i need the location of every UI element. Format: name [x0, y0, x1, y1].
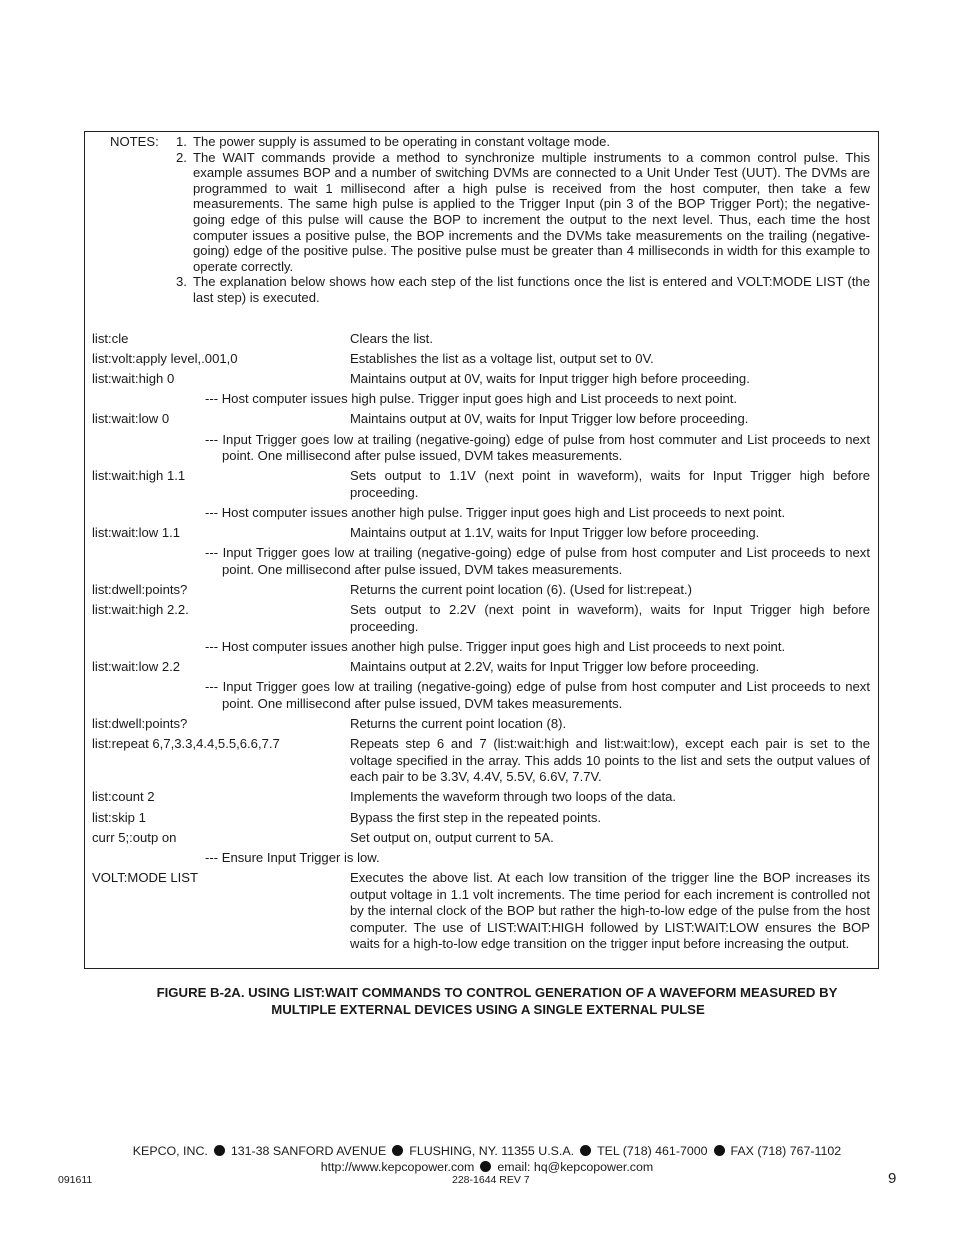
event-row: [92, 679, 870, 712]
command-row: [92, 351, 870, 368]
figure-caption: [0, 984, 954, 1018]
command-list: [92, 327, 870, 953]
note-item: [110, 150, 870, 275]
command-row: [92, 716, 870, 733]
footer-email-link[interactable]: email: hq@kepcopower.com: [497, 1159, 654, 1174]
event-row: [92, 391, 870, 408]
command-row: [92, 411, 870, 428]
command-text: list:wait:low 0: [92, 411, 170, 427]
bullet-icon: [714, 1145, 725, 1156]
command-description: Returns the current point location (8).: [350, 716, 567, 731]
page-number: 9: [888, 1170, 897, 1187]
footer-fax: FAX (718) 767-1102: [730, 1144, 842, 1158]
command-description: Maintains output at 0V, waits for Input Trigger low before proceeding.: [350, 411, 749, 427]
event-text: --- Host computer issues another high pulse. Trigger input goes high and List proceeds to next point.: [205, 505, 786, 520]
footer-contact-line: [0, 1144, 954, 1160]
event-row: [92, 505, 870, 522]
command-row: [92, 830, 870, 847]
footer-tel: TEL (718) 461-7000: [597, 1144, 708, 1158]
command-row: [92, 736, 870, 786]
command-text: list:count 2: [92, 789, 155, 805]
footer-company: KEPCO, INC.: [132, 1144, 208, 1158]
command-text: list:wait:low 2.2: [92, 659, 181, 675]
note-text: The explanation below shows how each step of the list functions once the list is entered and VOLT:MODE LIST (the last step) is executed.: [193, 274, 870, 305]
command-text: VOLT:MODE LIST: [92, 870, 198, 886]
command-row: [92, 789, 870, 806]
command-text: list:volt:apply level,.001,0: [92, 350, 238, 366]
command-description: Sets output to 1.1V (next point in waveform), waits for Input Trigger high before proceeding.: [350, 468, 870, 500]
command-row: [92, 371, 870, 388]
command-text: list:wait:high 0: [92, 371, 175, 387]
event-text: --- Input Trigger goes low at trailing (negative-going) edge of pulse from host computer and List proceeds to next point. One millisecond after pulse issued, DVM takes measurements.: [205, 679, 870, 711]
command-description: Repeats step 6 and 7 (list:wait:high and list:wait:low), except each pair is set to the voltage specified in the array. This adds 10 points to the list and sets the output values of each pair to be 3.3V, 4.4V, 5.5V, 6.6V, 7.7V.: [350, 736, 870, 785]
note-item: [110, 274, 870, 305]
page-footer: [0, 1144, 954, 1175]
command-description: Set output on, output current to 5A.: [350, 829, 554, 845]
date-code: 091611: [58, 1174, 93, 1186]
document-number: 228-1644 REV 7: [452, 1174, 530, 1186]
event-row: [92, 432, 870, 465]
command-description: Maintains output at 2.2V, waits for Input Trigger low before proceeding.: [350, 659, 760, 675]
note-item: [110, 134, 870, 150]
bullet-icon: [480, 1161, 491, 1172]
footer-address: 131-38 SANFORD AVENUE: [230, 1144, 387, 1158]
command-description: Returns the current point location (6). (Used for list:repeat.): [350, 582, 693, 598]
event-row: [92, 850, 870, 867]
command-row: [92, 870, 870, 953]
event-text: --- Host computer issues high pulse. Trigger input goes high and List proceeds to next point.: [205, 391, 738, 407]
event-text: --- Host computer issues another high pulse. Trigger input goes high and List proceeds to next point.: [205, 638, 786, 654]
event-text: --- Input Trigger goes low at trailing (negative-going) edge of pulse from host computer and List proceeds to next point. One millisecond after pulse issued, DVM takes measurements.: [205, 545, 870, 577]
command-text: list:skip 1: [92, 809, 146, 825]
note-number: 2.: [176, 149, 187, 165]
command-row: [92, 602, 870, 635]
event-text: --- Input Trigger goes low at trailing (negative-going) edge of pulse from host commuter and List proceeds to next point. One millisecond after pulse issued, DVM takes measurements.: [205, 431, 870, 464]
command-row: [92, 810, 870, 827]
footer-web-line: [0, 1160, 954, 1176]
command-description: Maintains output at 1.1V, waits for Input Trigger low before proceeding.: [350, 525, 760, 541]
command-row: [92, 582, 870, 599]
footer-web-link[interactable]: http://www.kepcopower.com: [320, 1159, 475, 1174]
caption-line-1: FIGURE B-2A. USING LIST:WAIT COMMANDS TO CONTROL GENERATION OF A WAVEFORM MEASURED BY: [156, 985, 838, 1000]
command-row: [92, 468, 870, 501]
command-text: list:wait:high 2.2.: [92, 602, 189, 618]
bullet-icon: [580, 1145, 591, 1156]
command-text: list:wait:high 1.1: [92, 468, 186, 484]
notes-label: NOTES:: [110, 134, 159, 149]
command-description: Sets output to 2.2V (next point in waveform), waits for Input Trigger high before proceeding.: [350, 602, 870, 634]
command-description: Clears the list.: [350, 330, 433, 346]
bullet-icon: [392, 1145, 403, 1156]
command-row: [92, 331, 870, 348]
command-row: [92, 525, 870, 542]
bullet-icon: [214, 1145, 225, 1156]
command-description: Executes the above list. At each low transition of the trigger line the BOP increases its output voltage in 1.1 volt increments. The time period for each increment is controlled not by the internal clock of the BOP but rather the high-to-low edge of the pulse from the host computer. The use of LIST:WAIT:HIGH followed by LIST:WAIT:LOW ensures the BOP waits for a high-to-low edge transition on the trigger input before increasing the output.: [350, 870, 870, 952]
footer-city: FLUSHING, NY. 11355 U.S.A.: [409, 1144, 575, 1158]
note-text: The power supply is assumed to be operating in constant voltage mode.: [193, 134, 611, 149]
note-text: The WAIT commands provide a method to synchronize multiple instruments to a common control pulse. This example assumes BOP and a number of switching DVMs are connected to a Unit Under Test (UUT). The DVMs are programmed to wait 1 millisecond after a high pulse is received from the host computer, then take a few measurements. The same high pulse is applied to the Trigger Input (pin 3 of the BOP Trigger Port); the negative-going edge of this pulse will cause the BOP to increment the output to the next level. Thus, each time the host computer issues a positive pulse, the BOP increments and the DVMs take measurements on the trailing (negative-going) edge of the positive pulse. The positive pulse must be greater than 4 milliseconds in width for this example to operate correctly.: [193, 149, 870, 274]
event-row: [92, 639, 870, 656]
caption-line-2: MULTIPLE EXTERNAL DEVICES USING A SINGLE EXTERNAL PULSE: [271, 1002, 705, 1017]
command-row: [92, 659, 870, 676]
command-description: Implements the waveform through two loops of the data.: [350, 789, 677, 805]
note-number: 3.: [176, 274, 187, 290]
command-text: list:wait:low 1.1: [92, 525, 181, 541]
command-text: list:repeat 6,7,3.3,4.4,5.5,6.6,7.7: [92, 736, 280, 752]
command-text: curr 5;:outp on: [92, 829, 177, 845]
note-number: 1.: [176, 134, 187, 149]
notes-section: [110, 134, 870, 306]
command-description: Maintains output at 0V, waits for Input trigger high before proceeding.: [350, 371, 750, 387]
command-text: list:dwell:points?: [92, 582, 188, 598]
command-description: Bypass the first step in the repeated points.: [350, 809, 602, 825]
command-text: list:dwell:points?: [92, 716, 188, 731]
event-text: --- Ensure Input Trigger is low.: [205, 849, 380, 865]
event-row: [92, 545, 870, 578]
command-text: list:cle: [92, 330, 129, 346]
command-description: Establishes the list as a voltage list, output set to 0V.: [350, 350, 654, 366]
